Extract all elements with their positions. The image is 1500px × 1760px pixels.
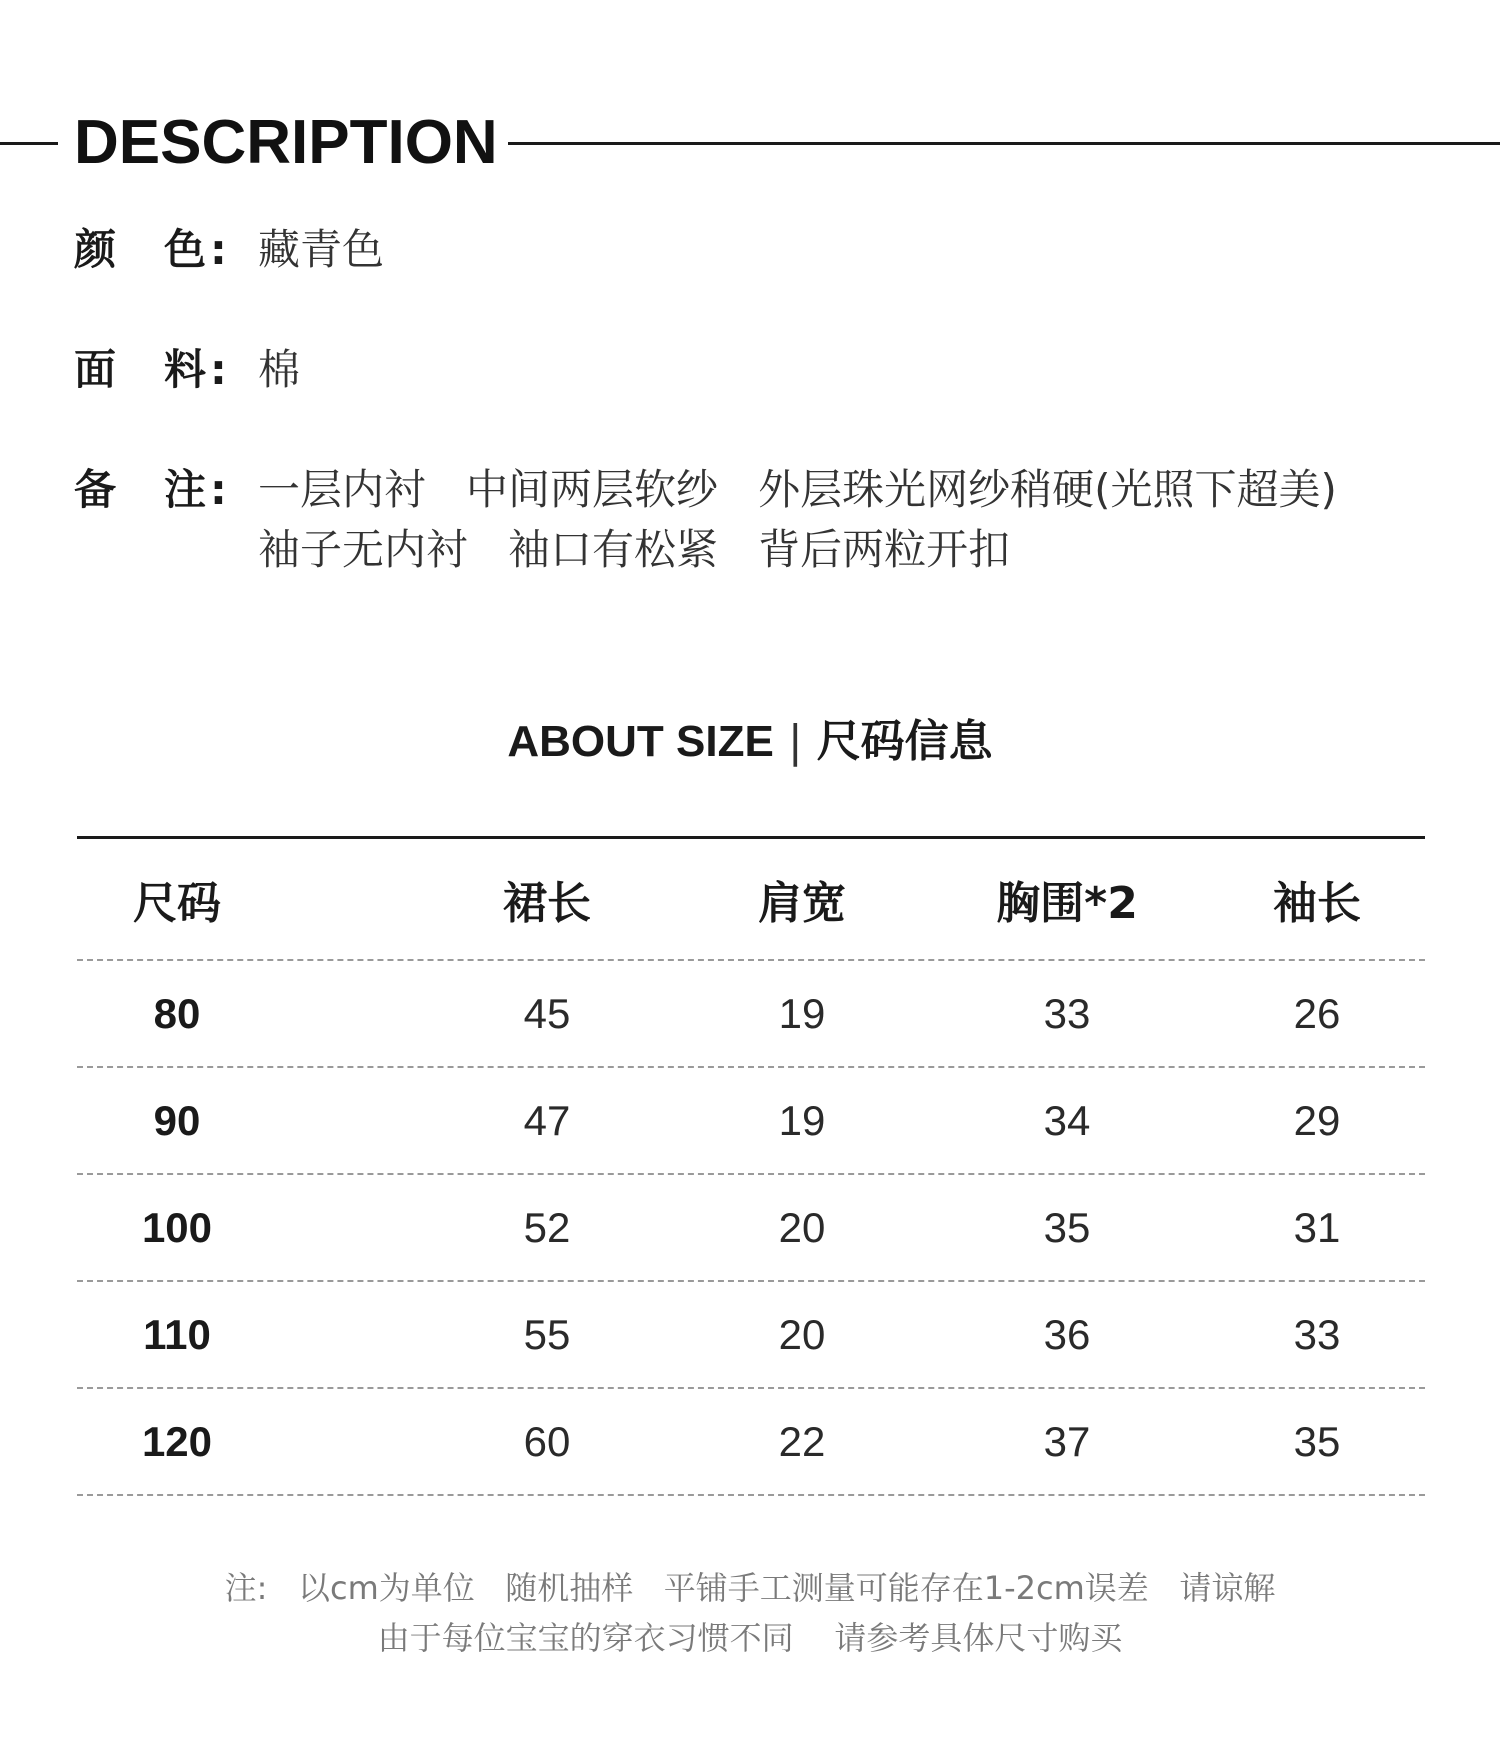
size-title-separator: | — [787, 716, 803, 767]
table-cell: 20 — [778, 1203, 826, 1251]
header-cell-size: 尺码 — [133, 878, 221, 929]
attribute-color-value: 藏青色 — [258, 225, 385, 274]
table-cell: 26 — [1293, 989, 1341, 1037]
table-cell: 35 — [1043, 1203, 1091, 1251]
label-char: 料 — [164, 345, 207, 394]
table-cell: 29 — [1293, 1096, 1341, 1144]
table-row — [77, 1389, 1425, 1496]
table-cell: 19 — [778, 1096, 826, 1144]
label-char: 色 — [164, 225, 207, 274]
description-header — [0, 108, 1500, 178]
label-char: 备 — [74, 465, 117, 514]
table-row — [77, 1068, 1425, 1175]
table-row — [77, 1175, 1425, 1282]
table-cell: 60 — [523, 1417, 571, 1465]
description-title: DESCRIPTION — [74, 108, 498, 177]
label-colon: : — [210, 225, 227, 274]
footnote-line-1: 注: 以cm为单位 随机抽样 平铺手工测量可能存在1-2cm误差 请谅解 — [224, 1569, 1276, 1607]
table-cell: 45 — [523, 989, 571, 1037]
table-cell: 47 — [523, 1096, 571, 1144]
table-cell: 31 — [1293, 1203, 1341, 1251]
table-cell: 34 — [1043, 1096, 1091, 1144]
table-row — [77, 1282, 1425, 1389]
label-char: 颜 — [74, 225, 117, 274]
header-rule-right — [508, 142, 1500, 145]
table-cell: 52 — [523, 1203, 571, 1251]
label-char: 面 — [74, 345, 117, 394]
notes-line-1: 一层内衬 中间两层软纱 外层珠光网纱稍硬(光照下超美) — [258, 465, 1337, 514]
size-section-title — [0, 712, 1500, 772]
header-cell-sleeve-length: 袖长 — [1273, 878, 1361, 929]
table-cell: 55 — [523, 1310, 571, 1358]
table-row — [77, 961, 1425, 1068]
table-cell: 80 — [153, 989, 201, 1037]
size-title-cn: 尺码信息 — [816, 716, 993, 767]
notes-line-2: 袖子无内衬 袖口有松紧 背后两粒开扣 — [258, 525, 1011, 574]
table-cell: 20 — [778, 1310, 826, 1358]
table-cell: 120 — [141, 1417, 213, 1465]
footnote-line-2: 由于每位宝宝的穿衣习惯不同 请参考具体尺寸购买 — [377, 1619, 1123, 1657]
table-header-row — [77, 839, 1425, 961]
label-colon: : — [210, 345, 227, 394]
table-cell: 33 — [1293, 1310, 1341, 1358]
size-footnote — [0, 1563, 1500, 1663]
table-cell: 22 — [778, 1417, 826, 1465]
table-cell: 100 — [141, 1203, 213, 1251]
attribute-notes-value — [258, 460, 1337, 580]
header-cell-shoulder-width: 肩宽 — [758, 878, 846, 929]
size-title-en: ABOUT SIZE — [507, 717, 774, 766]
size-table — [77, 836, 1425, 1496]
table-cell: 33 — [1043, 989, 1091, 1037]
header-cell-chest: 胸围*2 — [996, 878, 1138, 929]
header-cell-dress-length: 裙长 — [503, 878, 591, 929]
table-cell: 110 — [143, 1310, 211, 1358]
header-rule-left — [0, 142, 58, 145]
attribute-fabric-value: 棉 — [258, 345, 301, 394]
table-cell: 35 — [1293, 1417, 1341, 1465]
table-cell: 19 — [778, 989, 826, 1037]
table-cell: 90 — [153, 1096, 201, 1144]
label-colon: : — [210, 465, 227, 514]
label-char: 注 — [164, 465, 207, 514]
table-cell: 36 — [1043, 1310, 1091, 1358]
table-cell: 37 — [1043, 1417, 1091, 1465]
